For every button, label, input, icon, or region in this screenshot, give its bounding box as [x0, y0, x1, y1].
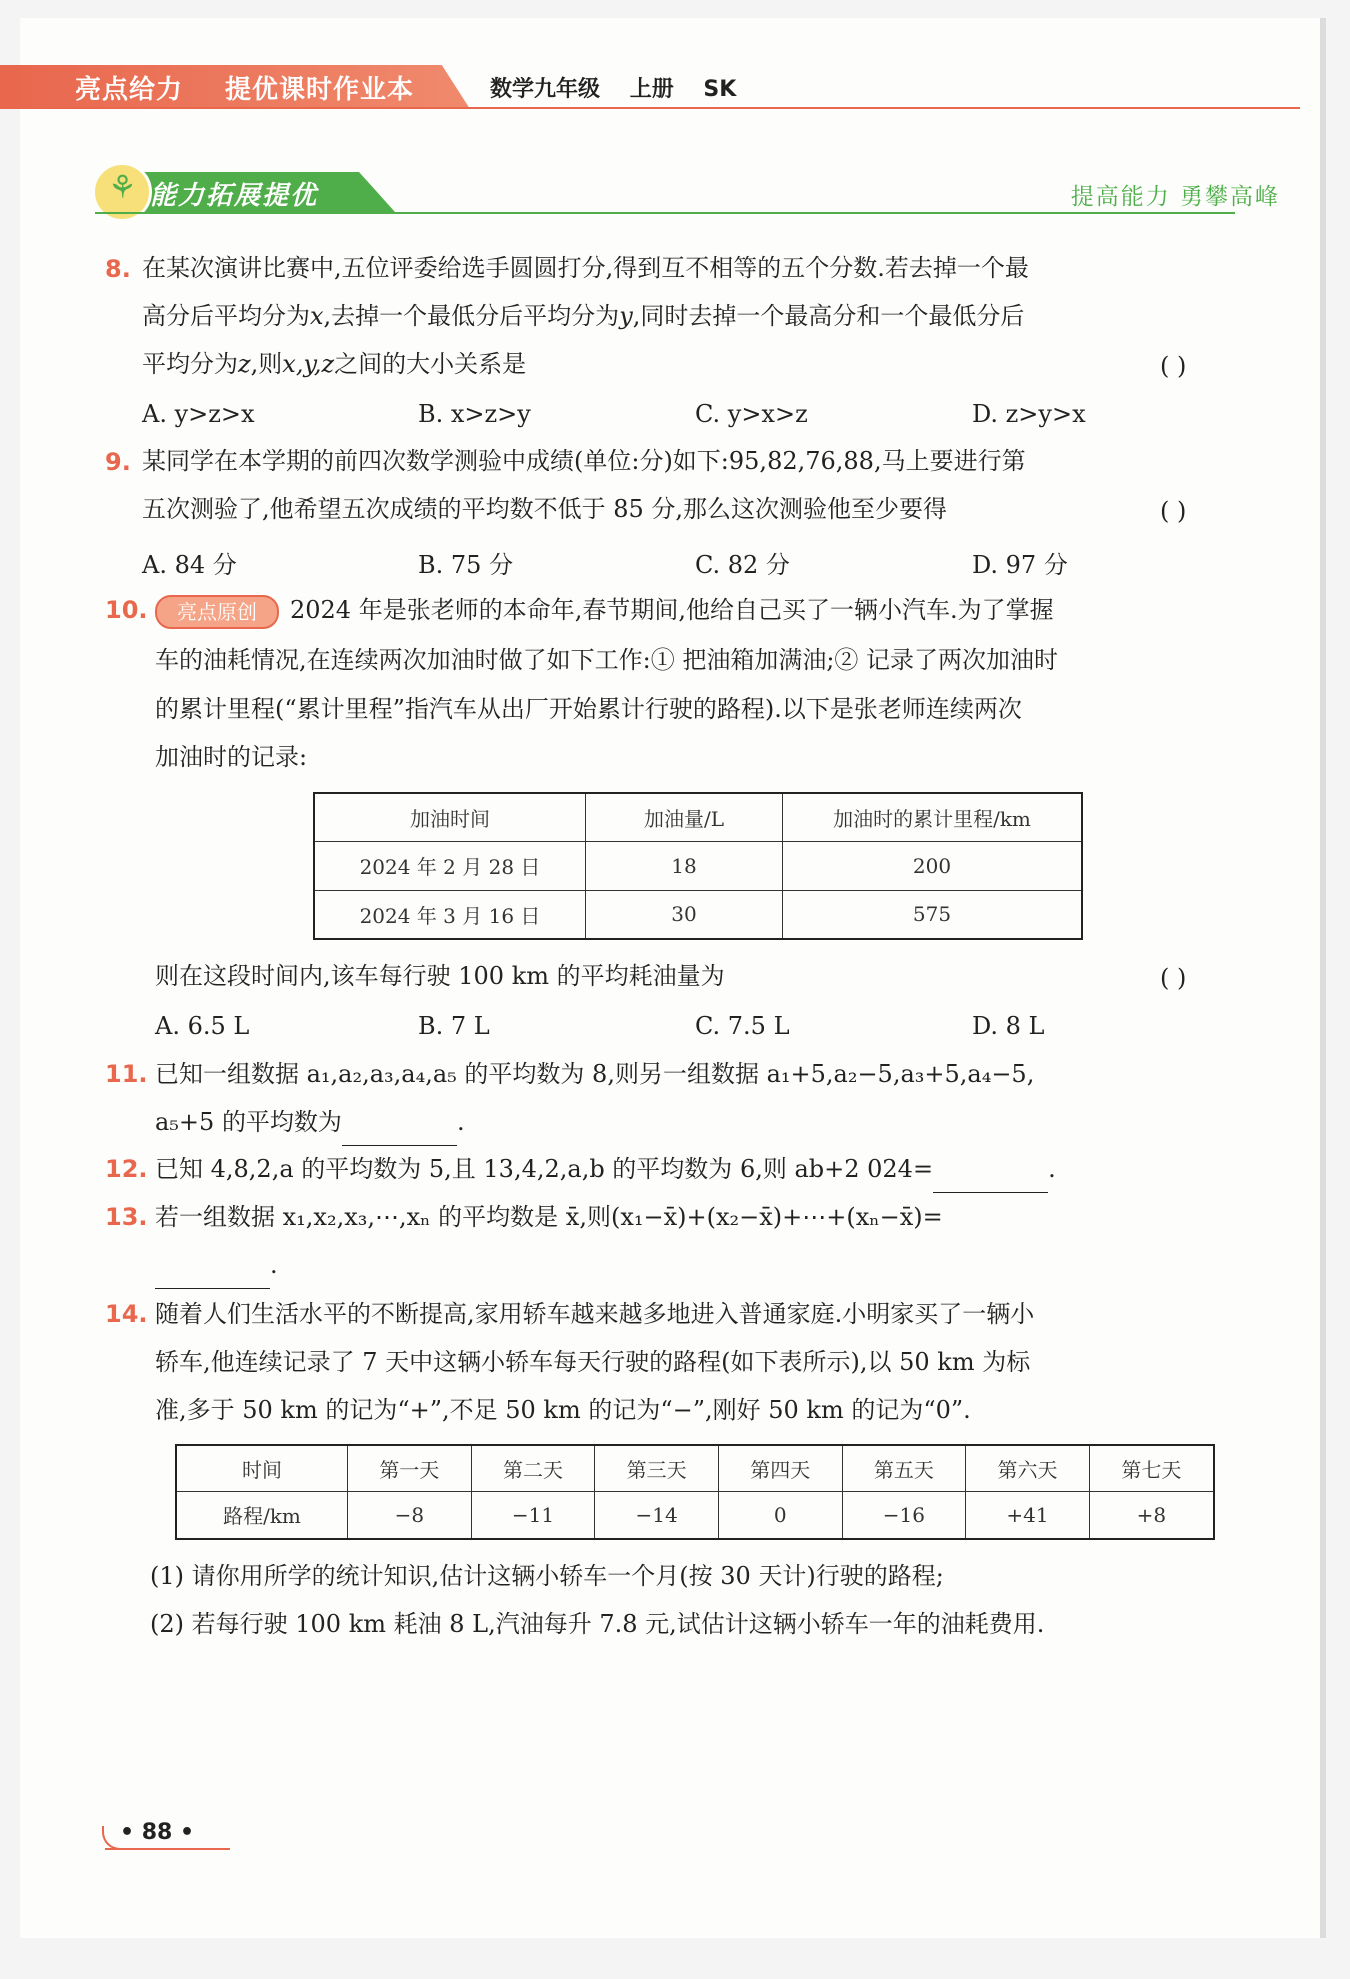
header-volume: 上册 [629, 77, 674, 102]
q10-cell: 18 [586, 841, 783, 890]
q14-cell: +8 [1089, 1491, 1214, 1539]
q10-cell: 2024 年 3 月 16 日 [314, 890, 586, 939]
q10-option-c: C. 7.5 L [695, 1012, 790, 1040]
q8-number: 8. [105, 255, 131, 283]
q14-th: 第二天 [471, 1445, 595, 1491]
q12-number: 12. [105, 1155, 148, 1183]
q8-option-d: D. z>y>x [972, 400, 1086, 428]
q10-line4: 加油时的记录: [155, 743, 308, 771]
q14-sub2: (2) 若每行驶 100 km 耗油 8 L,汽油每升 7.8 元,试估计这辆小轿车一年的油耗费用. [150, 1610, 1045, 1638]
q13-number: 13. [105, 1203, 148, 1231]
q14-th: 第五天 [842, 1445, 966, 1491]
q14-cell: −14 [595, 1491, 719, 1539]
q11-number: 11. [105, 1060, 148, 1088]
q10-option-a: A. 6.5 L [155, 1012, 250, 1040]
table-row [176, 1491, 1214, 1539]
q8-line1: 在某次演讲比赛中,五位评委给选手圆圆打分,得到互不相等的五个分数.若去掉一个最 [142, 254, 1029, 282]
q10-line1: 2024 年是张老师的本命年,春节期间,他给自己买了一辆小汽车.为了掌握 [290, 596, 1054, 624]
original-tag: 亮点原创 [155, 595, 279, 629]
sprout-icon: ⚘ [108, 168, 137, 206]
q9-option-d: D. 97 分 [972, 551, 1068, 579]
header-series: 提优课时作业本 [225, 75, 415, 105]
header-subject-info [490, 72, 758, 103]
q14-th: 时间 [176, 1445, 348, 1491]
q14-th: 第四天 [718, 1445, 842, 1491]
q8-answer-paren: ( ) [1160, 352, 1187, 380]
q10-cell: 200 [783, 841, 1083, 890]
q12-line1: 已知 4,8,2,a 的平均数为 5,且 13,4,2,a,b 的平均数为 6,则 ab+2 024= . [155, 1145, 1056, 1193]
q14-number: 14. [105, 1300, 148, 1328]
q14-th: 第六天 [966, 1445, 1090, 1491]
q14-cell: −16 [842, 1491, 966, 1539]
q14-th: 第一天 [348, 1445, 472, 1491]
q10-number: 10. [105, 596, 148, 624]
q14-line2: 轿车,他连续记录了 7 天中这辆小轿车每天行驶的路程(如下表所示),以 50 km 为标 [155, 1348, 1031, 1376]
q11-answer-blank [342, 1119, 457, 1146]
q14-th: 第七天 [1089, 1445, 1214, 1491]
q8-line3: 平均分为z,则x,y,z之间的大小关系是 [142, 350, 527, 378]
q10-th-mileage: 加油时的累计里程/km [783, 793, 1083, 841]
q14-row-label: 路程/km [176, 1491, 348, 1539]
section-slogan: 提高能力 勇攀高峰 [1070, 184, 1280, 210]
q10-answer-paren: ( ) [1160, 964, 1187, 992]
q10-cell: 2024 年 2 月 28 日 [314, 841, 586, 890]
q14-cell: −8 [348, 1491, 472, 1539]
q14-line1: 随着人们生活水平的不断提高,家用轿车越来越多地进入普通家庭.小明家买了一辆小 [155, 1300, 1035, 1328]
section-title: 能力拓展提优 [150, 181, 319, 211]
q10-option-b: B. 7 L [418, 1012, 490, 1040]
q10-cell: 30 [586, 890, 783, 939]
q8-option-c: C. y>x>z [695, 400, 808, 428]
q10-line3: 的累计里程(“累计里程”指汽车从出厂开始累计行驶的路程).以下是张老师连续两次 [155, 695, 1022, 723]
page-number: • 88 • [120, 1820, 195, 1845]
q14-cell: +41 [966, 1491, 1090, 1539]
q14-cell: −11 [471, 1491, 595, 1539]
q9-number: 9. [105, 448, 131, 476]
q9-answer-paren: ( ) [1160, 497, 1187, 525]
q10-question: 则在这段时间内,该车每行驶 100 km 的平均耗油量为 [155, 962, 725, 990]
q10-cell: 575 [783, 890, 1083, 939]
q10-line2: 车的油耗情况,在连续两次加油时做了如下工作:① 把油箱加满油;② 记录了两次加油时 [155, 646, 1059, 674]
header-edition: SK [703, 77, 737, 102]
q14-line3: 准,多于 50 km 的记为“+”,不足 50 km 的记为“−”,刚好 50 km 的记为“0”. [155, 1396, 971, 1424]
page-number-rule [105, 1848, 230, 1850]
q13-answer-blank [155, 1262, 270, 1289]
q12-answer-blank [933, 1166, 1048, 1193]
table-row [314, 890, 1082, 939]
q8-option-b: B. x>z>y [418, 400, 531, 428]
q10-option-d: D. 8 L [972, 1012, 1045, 1040]
q8-line2: 高分后平均分为x,去掉一个最低分后平均分为y,同时去掉一个最高分和一个最低分后 [142, 302, 1025, 330]
q10-th-time: 加油时间 [314, 793, 586, 841]
header-rule [0, 107, 1300, 109]
q9-line1: 某同学在本学期的前四次数学测验中成绩(单位:分)如下:95,82,76,88,马上要进行第 [142, 447, 1026, 475]
section-rule [95, 212, 1235, 214]
q13-line1: 若一组数据 x₁,x₂,x₃,⋯,xₙ 的平均数是 x̄,则(x₁−x̄)+(x₂−x̄)+⋯+(xₙ−x̄)= [155, 1203, 943, 1231]
q9-option-c: C. 82 分 [695, 551, 790, 579]
header-brand: 亮点给力 [75, 75, 184, 105]
q11-line1: 已知一组数据 a₁,a₂,a₃,a₄,a₅ 的平均数为 8,则另一组数据 a₁+5,a₂−5,a₃+5,a₄−5, [155, 1060, 1035, 1088]
header-subject: 数学九年级 [490, 77, 601, 102]
q14-cell: 0 [718, 1491, 842, 1539]
q14-mileage-table [175, 1444, 1215, 1540]
q10-th-amount: 加油量/L [586, 793, 783, 841]
q9-option-a: A. 84 分 [142, 551, 237, 579]
q11-line2: a₅+5 的平均数为 . [155, 1098, 465, 1146]
q8-option-a: A. y>z>x [142, 400, 255, 428]
q14-th: 第三天 [595, 1445, 719, 1491]
q14-sub1: (1) 请你用所学的统计知识,估计这辆小轿车一个月(按 30 天计)行驶的路程; [150, 1562, 944, 1590]
table-row [314, 841, 1082, 890]
q9-option-b: B. 75 分 [418, 551, 514, 579]
q10-refuel-table [313, 792, 1083, 940]
q9-line2: 五次测验了,他希望五次成绩的平均数不低于 85 分,那么这次测验他至少要得 [142, 495, 948, 523]
q13-line2: . [155, 1241, 278, 1289]
